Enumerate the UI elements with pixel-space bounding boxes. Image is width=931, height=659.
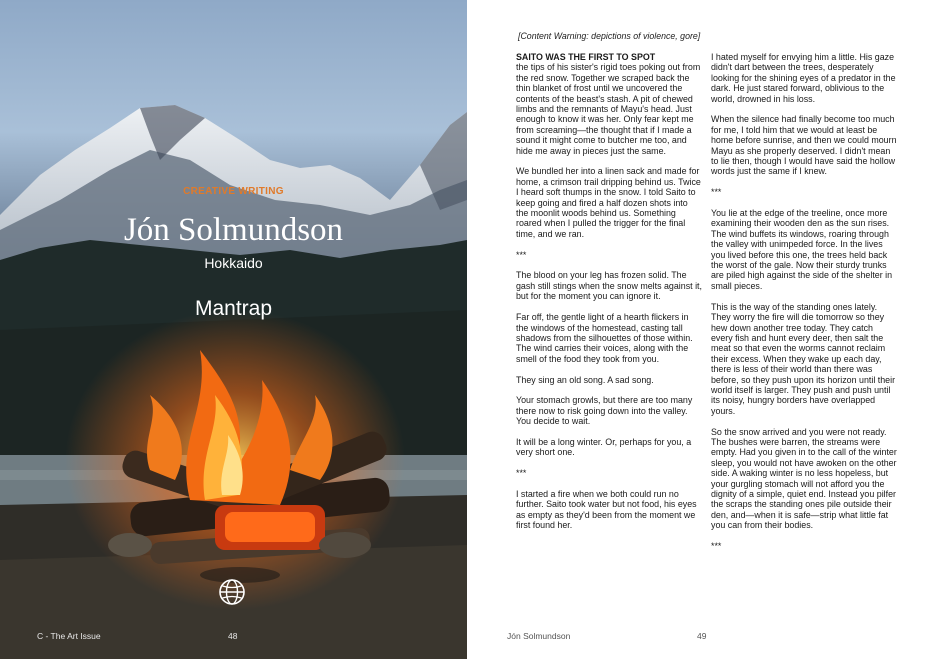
- text-column-2: [711, 52, 897, 562]
- author-location: Hokkaido: [204, 255, 263, 271]
- paragraph: When the silence had finally become too much for me, I told him that we would at least be home before sunrise, and then we could mourn Mayu as she properly deserved. I didn't mean to lie then, though I would have said the hollow words just the same if I knew.: [711, 114, 897, 177]
- section-label: CREATIVE WRITING: [183, 186, 284, 197]
- text-column-1: [516, 52, 702, 541]
- paragraph: It will be a long winter. Or, perhaps for you, a very short one.: [516, 436, 692, 458]
- page-number-left: 48: [228, 631, 238, 641]
- story-title: Mantrap: [194, 297, 273, 320]
- paragraph: You lie at the edge of the treeline, once more examining their wooden den as the sun rises. The wind buffets its windows, roaring through the valley with unimpeded force. In the lives you lived before this one, the trees held back the worst of the gale. Now their sturdy trunks are piled high against the side of the shelter in small pieces.: [711, 208, 893, 291]
- section-break: ***: [711, 541, 722, 551]
- paragraph: So the snow arrived and you were not ready. The bushes were barren, the streams were empty. Had you given in to the call of the winter sleep, you would not have awoken on the other side. A waking winter is no less hopeless, but your gurgling stomach will not afford you the dignity of a simple, quiet end. Instead you pilfer the scraps the standing ones pile outside their den, and—when it is safe—strip what little fat you can from their bodies.: [711, 426, 897, 531]
- paragraph: They sing an old song. A sad song.: [516, 374, 654, 385]
- page-number-right: 49: [697, 631, 707, 641]
- section-break: ***: [711, 187, 722, 198]
- paragraph: The blood on your leg has frozen solid. The gash still stings when the snow melts against it, but for the moment you can ignore it.: [516, 270, 702, 302]
- paragraph: Far off, the gentle light of a hearth flickers in the windows of the homestead, casting tall shadows from the silhouettes of those within. The wind carries their voices, along with the smell of the food they took from you.: [516, 312, 693, 364]
- content-warning: [Content Warning: depictions of violence, gore]: [518, 31, 701, 41]
- paragraph: This is the way of the standing ones lately. They worry the fire will die tomorrow so they hew down another tree today. They catch every fish and hunt every deer, then salt the meat so that even the worms cannot reclaim their excess. When they wake up each day, there is less of their world than there was before, so they push upon its horizon until their world itself is larger. They push and push until its noisy, hungry borders have overlapped yours.: [711, 301, 896, 416]
- paragraph: I started a fire when we both could run no further. Saito took water but not food, his eyes as empty as they'd been from the moment we first found her.: [516, 488, 697, 531]
- paragraph: We bundled her into a linen sack and made for home, a crimson trail dripping behind us. Twice I heard soft thumps in the snow. I told Saito to keep going and fired a half dozen shots into the moonlit woods behind us. Something roared when I pulled the trigger for the final time, and we ran.: [516, 166, 701, 239]
- footer-author: Jón Solmundson: [507, 631, 571, 641]
- paragraph: Your stomach growls, but there are too many there now to risk going down into the valley. You decide to wait.: [516, 395, 693, 427]
- lead-in: SAITO WAS THE FIRST TO SPOT: [516, 52, 656, 62]
- globe-icon[interactable]: [218, 578, 246, 606]
- footer-issue: C - The Art Issue: [37, 631, 101, 641]
- paragraph: I hated myself for envying him a little. His gaze didn't dart between the trees, desperately looking for the shining eyes of a predator in the dark. He just stared forward, oblivious to the world, drowned in his loss.: [711, 52, 896, 104]
- paragraph: SAITO WAS THE FIRST TO SPOT the tips of his sister's rigid toes poking out from the red snow. Together we scraped back the thin blanket of frost until we uncovered the contents of the beast's stash. A pit of chewed limbs and the remnants of Mayu's head. Just enough to know it was her. Only fear kept me from screaming—the thought that if I made a sound it might come to butcher me too, and hide me away in pieces just the same.: [516, 52, 701, 156]
- section-break: ***: [516, 249, 527, 260]
- author-name: Jón Solmundson: [123, 212, 344, 248]
- section-break: ***: [516, 468, 527, 479]
